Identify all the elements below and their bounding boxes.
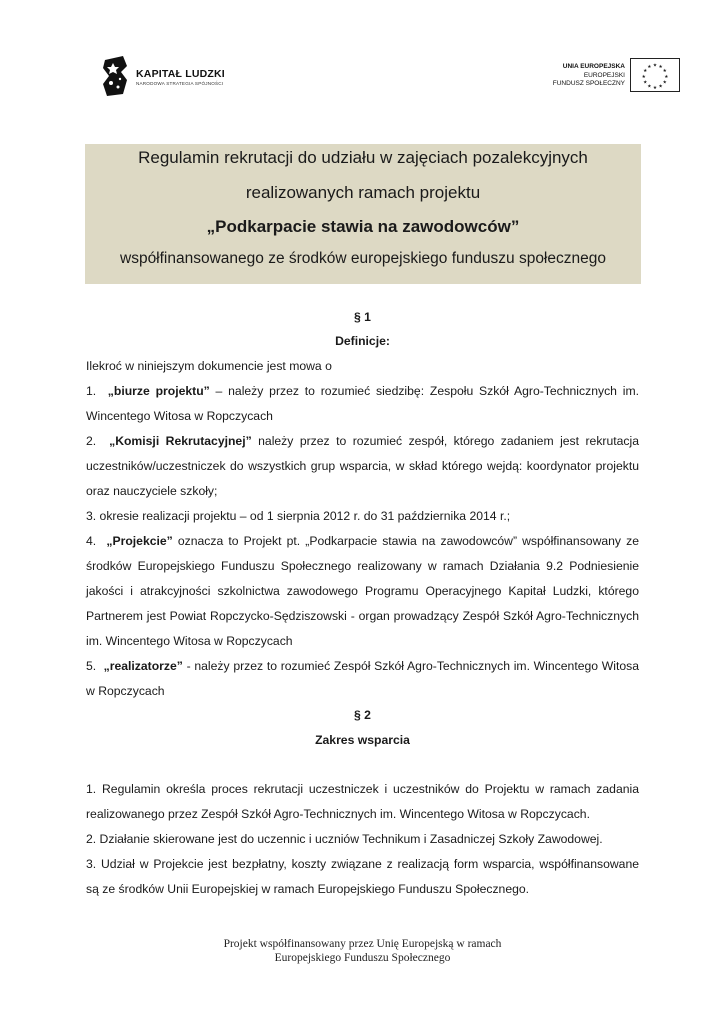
kapital-ludzki-subtitle: NARODOWA STRATEGIA SPÓJNOŚCI: [136, 81, 224, 86]
kapital-ludzki-emblem-icon: [101, 56, 129, 96]
definition-2-line: [86, 434, 639, 448]
svg-text:★: ★: [658, 84, 663, 90]
section-2-heading: Zakres wsparcia: [315, 733, 410, 747]
svg-text:★: ★: [643, 80, 648, 86]
svg-text:★: ★: [643, 69, 648, 75]
section-1-number: § 1: [354, 310, 371, 324]
definition-4-continuation-3: Partnerem jest Powiat Ropczycko-Sędziszowski - organ prowadzący Zespół Szkół Agro-Technicznych: [86, 609, 639, 623]
definition-5-number: 5.: [86, 659, 97, 673]
kapital-ludzki-logo: [101, 56, 261, 98]
definition-2-number: 2.: [86, 434, 97, 448]
definition-4-number: 4.: [86, 534, 97, 548]
definition-4-term: „Projekcie”: [106, 534, 173, 548]
kapital-ludzki-title: KAPITAŁ LUDZKI: [136, 68, 225, 80]
title-box: [85, 144, 641, 284]
eu-flag-icon: [630, 58, 680, 92]
svg-text:★: ★: [652, 86, 658, 92]
project-name-title: „Podkarpacie stawia na zawodowców”: [206, 217, 520, 236]
definition-5-continuation: w Ropczycach: [86, 684, 165, 698]
svg-text:★: ★: [662, 80, 667, 86]
definition-2-text: należy przez to rozumieć zespół, którego zadaniem jest rekrutacja: [251, 434, 639, 448]
definition-1-line: [86, 384, 639, 398]
definition-4-continuation-2: jakości i atrakcyjności szkolnictwa zawodowego Programu Operacyjnego Kapitał Ludzki, którego: [86, 584, 639, 598]
definition-4-continuation-4: im. Wincentego Witosa w Ropczycach: [86, 634, 293, 648]
definition-1-number: 1.: [86, 384, 97, 398]
eu-logo-line1: UNIA EUROPEJSKA: [562, 63, 625, 70]
svg-text:★: ★: [641, 74, 646, 80]
definition-2-continuation-1: uczestników/uczestniczek do wszystkich grup wsparcia, w skład którego wejdą: koordynator projektu: [86, 459, 639, 473]
svg-text:★: ★: [647, 84, 652, 90]
svg-text:★: ★: [664, 74, 669, 80]
definition-4-line: [86, 534, 639, 548]
footer: [0, 937, 725, 965]
definition-2-continuation-2: oraz nauczyciele szkoły;: [86, 484, 218, 498]
definition-2-term: „Komisji Rekrutacyjnej”: [109, 434, 252, 448]
definition-4-continuation-1: środków Europejskiego Funduszu Społecznego realizowany w ramach Działania 9.2 Podniesienie: [86, 559, 639, 573]
eu-logo-line3: FUNDUSZ SPOŁECZNY: [552, 80, 625, 87]
title-line-2: realizowanych ramach projektu: [245, 183, 481, 202]
eu-logo-text: [553, 63, 625, 89]
section-2-point-2: 2. Działanie skierowane jest do uczennic i uczniów Technikum i Zasadniczej Szkoły Zawodowej.: [86, 832, 603, 846]
section-1-intro: Ilekroć w niniejszym dokumencie jest mowa o: [86, 359, 332, 373]
footer-line-1: Projekt współfinansowany przez Unię Europejską w ramach: [223, 938, 502, 950]
definition-5-term: „realizatorze”: [103, 659, 183, 673]
definition-1-term: „biurze projektu”: [107, 384, 210, 398]
footer-line-2: Europejskiego Funduszu Społecznego: [274, 952, 451, 964]
eu-logo-line2: EUROPEJSKI: [583, 71, 625, 79]
title-line-4: współfinansowanego ze środków europejskiego funduszu społecznego: [120, 250, 606, 267]
eu-logo: [552, 58, 680, 94]
section-1-heading: Definicje:: [335, 334, 390, 348]
section-2-number: § 2: [354, 708, 371, 722]
svg-text:★: ★: [647, 65, 652, 71]
definition-4-text: oznacza to Projekt pt. „Podkarpacie stawia na zawodowców” współfinansowany ze: [172, 534, 639, 548]
section-2-point-1-line-2: realizowanego przez Zespół Szkół Agro-Technicznych im. Wincentego Witosa w Ropczycach.: [86, 807, 590, 821]
title-line-1: Regulamin rekrutacji do udziału w zajęciach pozalekcyjnych: [138, 148, 588, 167]
section-2-point-1-line-1: 1. Regulamin określa proces rekrutacji uczestniczek i uczestników do Projektu w ramach zadania: [86, 782, 639, 796]
svg-text:★: ★: [658, 65, 663, 71]
definition-5-text: - należy przez to rozumieć Zespół Szkół Agro-Technicznych im. Wincentego Witosa: [182, 659, 640, 673]
definition-1-continuation: Wincentego Witosa w Ropczycach: [86, 409, 273, 423]
svg-text:★: ★: [662, 69, 667, 75]
definition-1-text: – należy przez to rozumieć siedzibę: Zespołu Szkół Agro-Technicznych im.: [209, 384, 639, 398]
svg-text:★: ★: [652, 63, 658, 69]
section-2-point-3-line-2: są ze środków Unii Europejskiej w ramach Europejskiego Funduszu Społecznego.: [86, 882, 530, 896]
definition-5-line: [86, 659, 639, 673]
section-2-point-3-line-1: 3. Udział w Projekcie jest bezpłatny, koszty związane z realizacją form wsparcia, współfinansowane: [86, 857, 639, 871]
definition-3-line: 3. okresie realizacji projektu – od 1 sierpnia 2012 r. do 31 października 2014 r.;: [86, 509, 511, 523]
